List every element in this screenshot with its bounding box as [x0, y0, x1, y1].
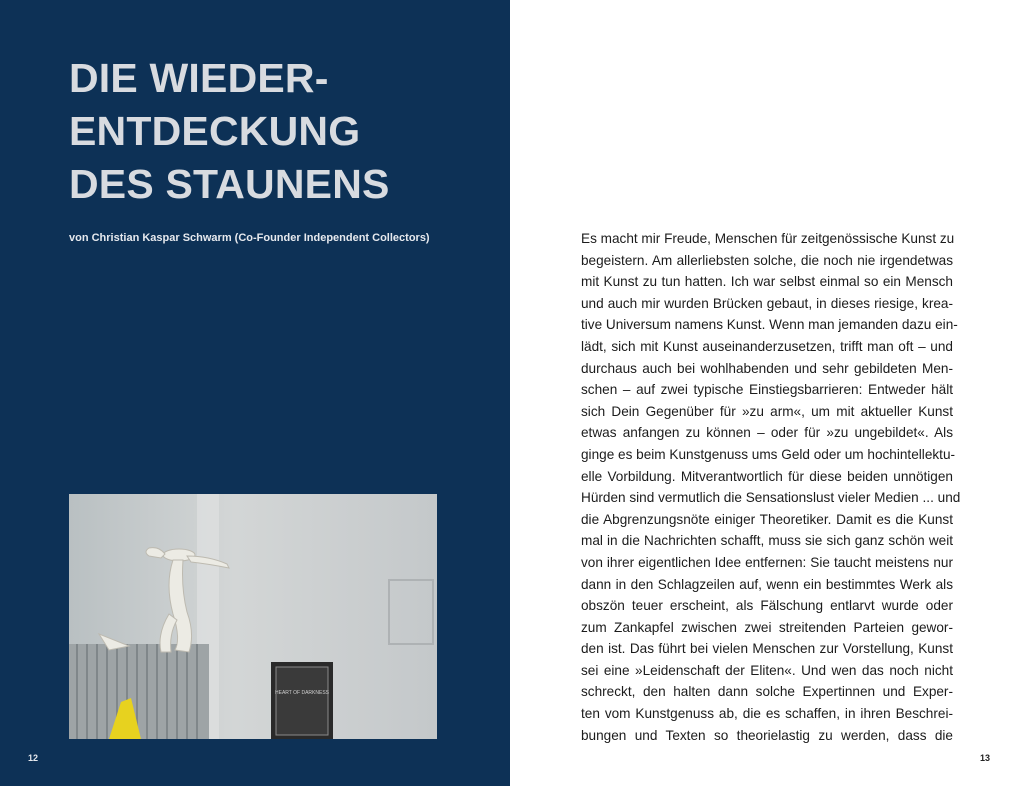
body-line: bungen und Texten so theorielastig zu werden, dass die — [581, 727, 953, 743]
radiator — [69, 644, 209, 739]
body-line: schen – auf zwei typische Einstiegsbarrieren: Entweder hält — [581, 382, 953, 398]
body-line: tive Universum namens Kunst. Wenn man jemanden dazu ein- — [581, 317, 958, 333]
photo-illustration — [69, 494, 437, 739]
article-photo — [69, 494, 437, 739]
article-body — [581, 228, 961, 746]
body-line: Hürden sind vermutlich die Sensationslust vieler Medien ... und — [581, 490, 961, 506]
body-line: ginge es beim Kunstgenuss ums Geld oder um hochintellektu- — [581, 446, 956, 462]
body-line: obszön teuer erscheint, als Fälschung entlarvt wurde oder — [581, 598, 953, 614]
body-line: durchaus auch bei wohlhabenden und sehr gebildeten Men- — [581, 360, 953, 376]
title-line-2: ENTDECKUNG — [69, 108, 361, 154]
sign-text: HEART OF DARKNESS — [275, 690, 329, 696]
body-line: mit Kunst zu tun hatten. Ich war selbst einmal so ein Mensch — [581, 274, 953, 290]
body-line: sei eine »Leidenschaft der Eliten«. Und wen das noch nicht — [581, 662, 953, 678]
body-line: mal in die Nachrichten schafft, muss sie sich ganz schön weit — [581, 533, 953, 549]
body-line: und auch mir wurden Brücken gebaut, in dieses riesige, krea- — [581, 295, 953, 311]
page-number-right: 13 — [979, 753, 990, 763]
body-line: die Abgrenzungsnöte einiger Theoretiker. Damit es die Kunst — [581, 511, 953, 527]
body-line: ten vom Kunstgenuss ab, die es schaffen, in ihren Beschrei- — [581, 706, 953, 722]
exhibit-sign — [271, 662, 333, 739]
byline: von Christian Kaspar Schwarm (Co-Founder Independent Collectors) — [69, 232, 430, 244]
article-title — [69, 52, 390, 211]
body-line: Es macht mir Freude, Menschen für zeitgenössische Kunst zu — [581, 231, 955, 246]
body-line: zum Zankapfel zwischen zwei streitenden Parteien gewor- — [581, 619, 953, 635]
title-line-1: DIE WIEDER- — [69, 55, 329, 101]
body-line: lädt, sich mit Kunst auseinanderzusetzen, trifft man oft – und — [581, 338, 953, 354]
title-line-3: DES STAUNENS — [69, 161, 390, 207]
body-line: von ihrer eigentlichen Idee entfernen: Sie taucht meistens nur — [581, 554, 953, 570]
body-line: elle Vorbildung. Mitverantwortlich für diese beiden unnötigen — [581, 468, 953, 484]
body-line: schreckt, den halten dann solche Expertinnen und Exper- — [581, 684, 953, 700]
body-line: dann in den Schlagzeilen auf, wenn ein bestimmtes Werk als — [581, 576, 953, 592]
right-page — [510, 0, 1020, 786]
body-line: etwas anfangen zu können – oder für »zu ungebildet«. Als — [581, 425, 953, 441]
body-line: sich Dein Gegenüber für »zu arm«, um mit aktueller Kunst — [581, 403, 953, 419]
body-line: begeistern. Am allerliebsten solche, die noch nie irgendetwas — [581, 252, 953, 268]
body-line: den ist. Das führt bei vielen Menschen zur Vorstellung, Kunst — [581, 641, 953, 657]
page-number-left: 12 — [28, 753, 39, 763]
